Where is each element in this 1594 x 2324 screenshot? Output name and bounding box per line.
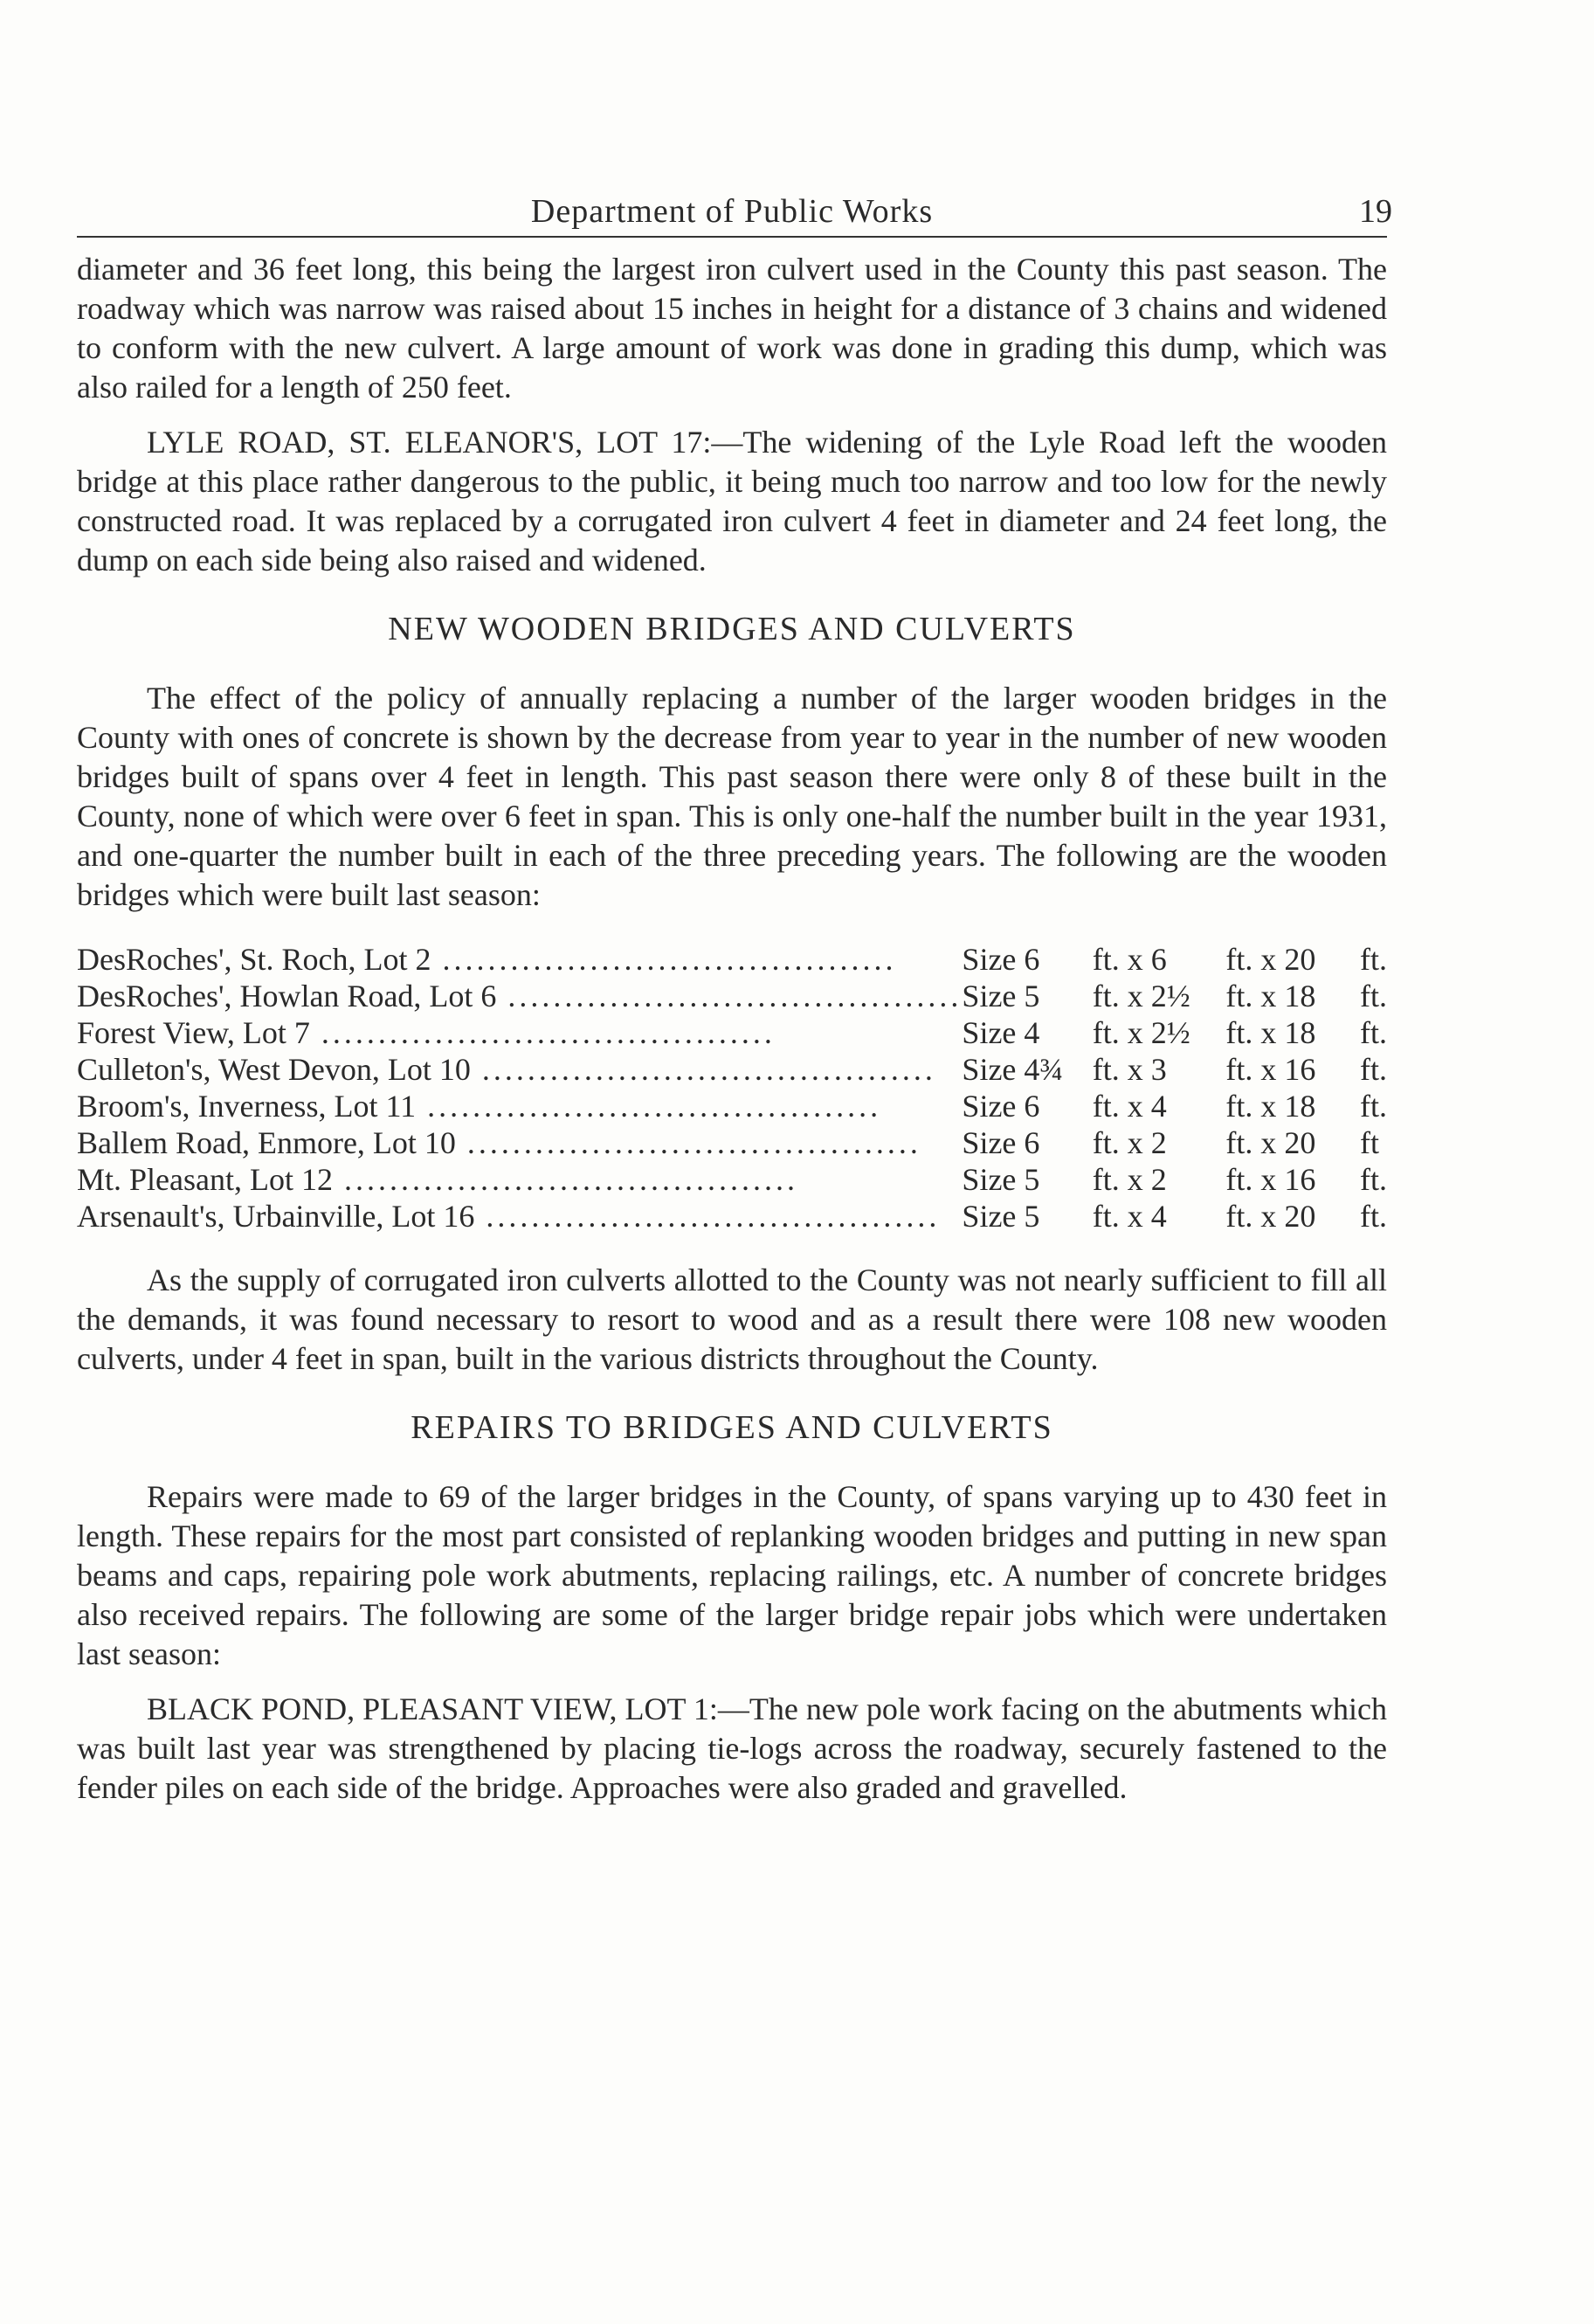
bridge-dimension-width: ft. x 2 xyxy=(1092,1162,1167,1197)
bridge-name-text: DesRoches', Howlan Road, Lot 6 xyxy=(77,979,497,1013)
dot-leader: ........................................ xyxy=(416,1089,882,1124)
wooden-bridges-table xyxy=(77,941,1387,1235)
bridge-name-text: Culleton's, West Devon, Lot 10 xyxy=(77,1052,471,1087)
table-row xyxy=(77,941,1387,978)
bridge-name xyxy=(77,1014,962,1051)
dot-leader: ........................................ xyxy=(431,942,897,977)
bridge-name xyxy=(77,1161,962,1198)
bridge-name xyxy=(77,978,962,1014)
bridge-size: Size 5 xyxy=(962,1162,1040,1197)
bridge-size: Size 5 xyxy=(962,1199,1040,1234)
bridge-dimension-length: ft. x 16 xyxy=(1225,1052,1316,1087)
bridge-unit: ft xyxy=(1360,1125,1379,1160)
table-row xyxy=(77,1198,1387,1235)
bridge-name-text: Arsenault's, Urbainville, Lot 16 xyxy=(77,1199,475,1234)
bridge-size: Size 4¾ xyxy=(962,1052,1064,1087)
section-heading-repairs: REPAIRS TO BRIDGES AND CULVERTS xyxy=(411,1409,1053,1446)
bridge-name-text: Mt. Pleasant, Lot 12 xyxy=(77,1162,333,1197)
section-heading-new-bridges: NEW WOODEN BRIDGES AND CULVERTS xyxy=(388,611,1076,647)
bridge-size: Size 6 xyxy=(962,942,1040,977)
table-row xyxy=(77,1124,1387,1161)
dot-leader: ........................................ xyxy=(309,1015,776,1050)
bridge-dimension-length: ft. x 18 xyxy=(1225,1015,1316,1050)
bridge-unit: ft. xyxy=(1360,979,1387,1013)
dot-leader: ........................................ xyxy=(455,1125,921,1160)
paragraph-black-pond: BLACK POND, PLEASANT VIEW, LOT 1:—The new pole work facing on the abutments which was built last year was strengthened by placing tie-logs across the roadway, securely fastened to the fender piles on each side of the bridge. Approaches were also graded and gravelled. xyxy=(77,1691,1387,1805)
header-title: Department of Public Works xyxy=(530,193,934,230)
bridge-unit: ft. xyxy=(1360,1015,1387,1050)
running-header xyxy=(77,183,1392,238)
bridge-name xyxy=(77,1051,962,1088)
paragraph-wooden-culverts: As the supply of corrugated iron culverts allotted to the County was not nearly sufficient to fill all the demands, it was found necessary to resort to wood and as a result there were 108 new wooden culverts, under 4 feet in span, built in the various districts throughout the County. xyxy=(77,1262,1387,1376)
bridge-name-text: DesRoches', St. Roch, Lot 2 xyxy=(77,942,431,977)
paragraph-policy-effect: The effect of the policy of annually replacing a number of the larger wooden bridges in the County with ones of concrete is shown by the decrease from year to year in the number of new wooden bridges built of spans over 4 feet in length. This past season there were only 8 of these built in the County, none of which were over 6 feet in span. This is only one-half the number built in the year 1931, and one-quarter the number built in each of the three preceding years. The following are the wooden bridges which were built last season: xyxy=(77,681,1387,912)
bridge-size: Size 5 xyxy=(962,979,1040,1013)
bridge-dimension-length: ft. x 20 xyxy=(1225,1125,1316,1160)
table-row xyxy=(77,1088,1387,1124)
dot-leader: ........................................ xyxy=(474,1199,941,1234)
bridge-name-text: Forest View, Lot 7 xyxy=(77,1015,310,1050)
bridge-dimension-width: ft. x 2½ xyxy=(1092,979,1190,1013)
dot-leader: ........................................ xyxy=(332,1162,798,1197)
bridge-unit: ft. xyxy=(1360,942,1387,977)
dot-leader: ........................................ xyxy=(470,1052,936,1087)
bridge-size: Size 6 xyxy=(962,1089,1040,1124)
bridge-name xyxy=(77,941,962,978)
bridge-dimension-width: ft. x 4 xyxy=(1092,1199,1167,1234)
table-row xyxy=(77,1051,1387,1088)
bridge-unit: ft. xyxy=(1360,1199,1387,1234)
bridge-dimension-width: ft. x 3 xyxy=(1092,1052,1167,1087)
paragraph-culvert-continued: diameter and 36 feet long, this being the largest iron culvert used in the County this past season. The roadway which was narrow was raised about 15 inches in height for a distance of 3 chains and widened to conform with the new culvert. A large amount of work was done in grading this dump, which was also railed for a length of 250 feet. xyxy=(77,252,1387,405)
bridge-dimension-width: ft. x 4 xyxy=(1092,1089,1167,1124)
bridge-name xyxy=(77,1124,962,1161)
bridge-name xyxy=(77,1088,962,1124)
bridge-dimension-length: ft. x 20 xyxy=(1225,942,1316,977)
bridge-name-text: Broom's, Inverness, Lot 11 xyxy=(77,1089,417,1124)
paragraph-repairs: Repairs were made to 69 of the larger bridges in the County, of spans varying up to 430 feet in length. These repairs for the most part consisted of replanking wooden bridges and putting in new span beams and caps, repairing pole work abutments, replacing railings, etc. A number of concrete bridges also received repairs. The following are some of the larger bridge repair jobs which were undertaken last season: xyxy=(77,1479,1387,1671)
bridge-size: Size 4 xyxy=(962,1015,1040,1050)
paragraph-lyle-road: LYLE ROAD, ST. ELEANOR'S, LOT 17:—The widening of the Lyle Road left the wooden bridge at this place rather dangerous to the public, it being much too narrow and too low for the newly constructed road. It was replaced by a corrugated iron culvert 4 feet in diameter and 24 feet long, the dump on each side being also raised and widened. xyxy=(77,425,1387,578)
bridge-dimension-width: ft. x 2½ xyxy=(1092,1015,1190,1050)
bridge-dimension-length: ft. x 18 xyxy=(1225,1089,1316,1124)
page-number: 19 xyxy=(1359,193,1392,230)
bridge-dimension-width: ft. x 6 xyxy=(1092,942,1167,977)
table-row xyxy=(77,1014,1387,1051)
bridge-unit: ft. xyxy=(1360,1089,1387,1124)
bridge-name xyxy=(77,1198,962,1235)
bridge-dimension-length: ft. x 16 xyxy=(1225,1162,1316,1197)
bridge-name-text: Ballem Road, Enmore, Lot 10 xyxy=(77,1125,456,1160)
bridge-dimension-length: ft. x 20 xyxy=(1225,1199,1316,1234)
document-page xyxy=(77,183,1392,1808)
bridge-unit: ft. xyxy=(1360,1052,1387,1087)
bridge-unit: ft. xyxy=(1360,1162,1387,1197)
dot-leader: ........................................ xyxy=(496,979,963,1013)
bridge-size: Size 6 xyxy=(962,1125,1040,1160)
table-row xyxy=(77,978,1387,1014)
bridge-dimension-width: ft. x 2 xyxy=(1092,1125,1167,1160)
bridge-dimension-length: ft. x 18 xyxy=(1225,979,1316,1013)
table-row xyxy=(77,1161,1387,1198)
